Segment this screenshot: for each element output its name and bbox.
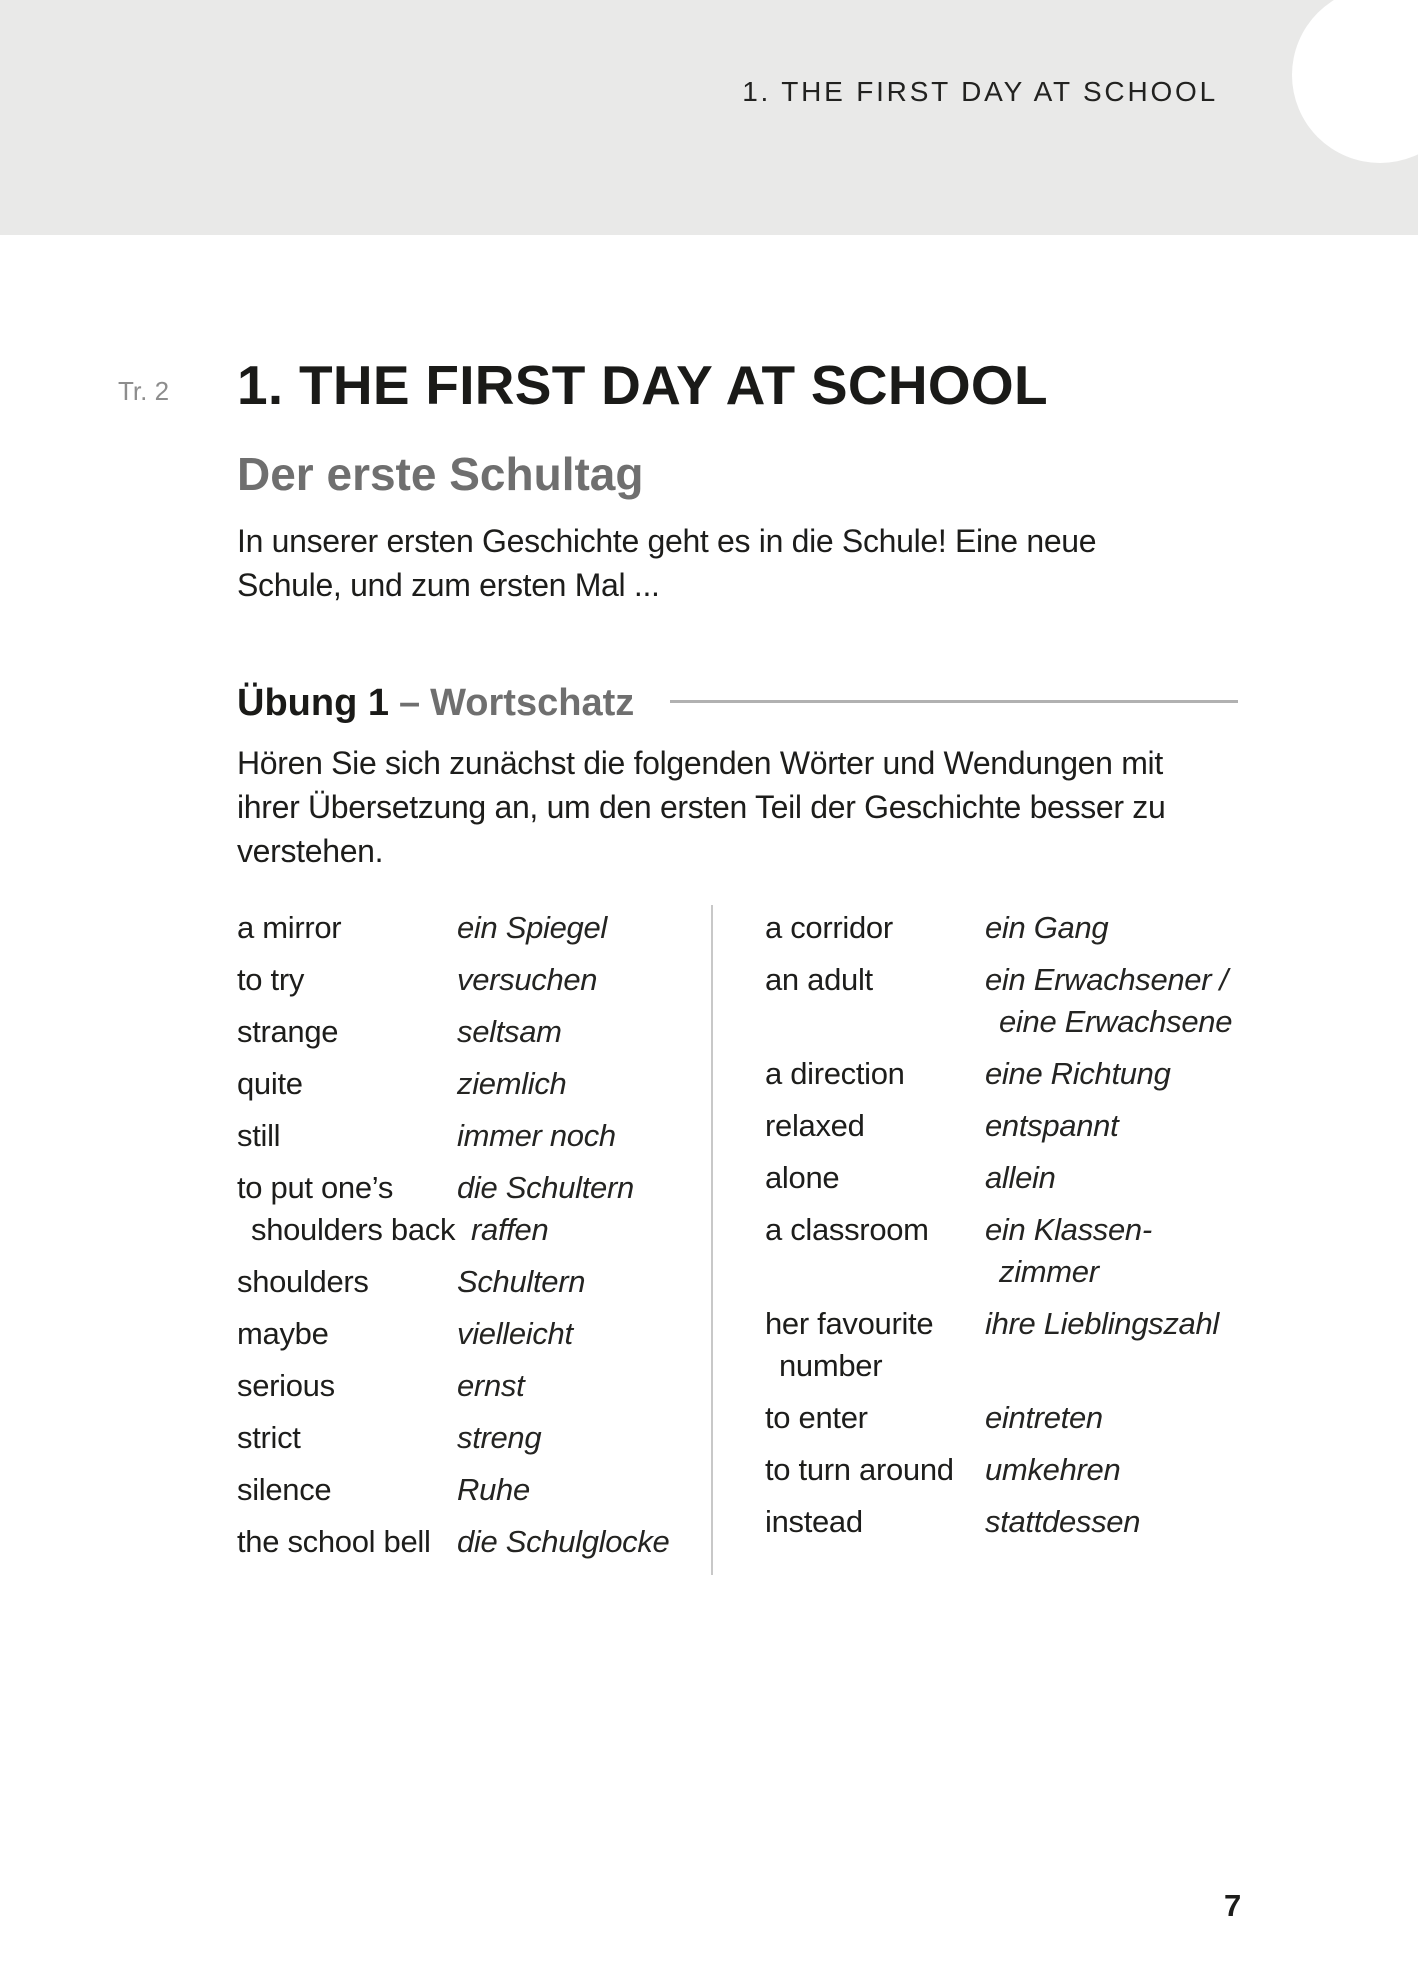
heading-rule bbox=[670, 700, 1238, 703]
text-line: raffen bbox=[471, 1212, 549, 1247]
text-line: ein Spiegel bbox=[457, 910, 607, 945]
vocab-translation bbox=[985, 1105, 1118, 1147]
vocab-translation bbox=[985, 907, 1108, 949]
text-line: ernst bbox=[457, 1368, 525, 1403]
vocab-entry bbox=[765, 1303, 1245, 1387]
vocab-entry bbox=[237, 1011, 697, 1053]
text-line: streng bbox=[457, 1420, 542, 1455]
instruction-paragraph bbox=[237, 741, 1257, 873]
text-line: a mirror bbox=[237, 910, 342, 945]
text-line: alone bbox=[765, 1160, 840, 1195]
text-line: zimmer bbox=[999, 1254, 1099, 1289]
vocab-entry bbox=[237, 1063, 697, 1105]
text-line: silence bbox=[237, 1472, 332, 1507]
vocab-entry bbox=[237, 1167, 697, 1251]
text-line: ihre Lieblingszahl bbox=[985, 1306, 1219, 1341]
text-line: her favourite bbox=[765, 1306, 934, 1341]
text-line: maybe bbox=[237, 1316, 329, 1351]
vocab-entry bbox=[237, 959, 697, 1001]
vocab-translation bbox=[457, 1313, 573, 1355]
text-line: seltsam bbox=[457, 1014, 562, 1049]
vocab-translation bbox=[457, 1417, 541, 1459]
page-number: 7 bbox=[1224, 1888, 1242, 1923]
vocab-translation bbox=[457, 959, 597, 1001]
text-line: versuchen bbox=[457, 962, 598, 997]
vocab-translation bbox=[985, 1157, 1056, 1199]
page-title: 1. THE FIRST DAY AT SCHOOL bbox=[237, 354, 1048, 416]
vocab-translation bbox=[457, 1521, 670, 1563]
text-line: to enter bbox=[765, 1400, 868, 1435]
text-line: eintreten bbox=[985, 1400, 1103, 1435]
text-line: still bbox=[237, 1118, 281, 1153]
vocab-translation bbox=[985, 1209, 1152, 1293]
vocab-entry bbox=[237, 1469, 697, 1511]
vocab-entry bbox=[237, 1521, 697, 1563]
vocab-entry bbox=[765, 1449, 1245, 1491]
text-line: In unserer ersten Geschichte geht es in die Schule! Eine neue bbox=[237, 523, 1097, 559]
text-line: shoulders bbox=[237, 1264, 369, 1299]
vocab-entry bbox=[237, 907, 697, 949]
text-line: die Schulglocke bbox=[457, 1524, 670, 1559]
vocab-entry bbox=[765, 1501, 1245, 1543]
vocab-entry bbox=[765, 959, 1245, 1043]
page-subtitle: Der erste Schultag bbox=[237, 448, 644, 500]
vocab-translation bbox=[985, 1501, 1140, 1543]
exercise-type: Wortschatz bbox=[430, 682, 635, 724]
vocab-entry bbox=[237, 1261, 697, 1303]
vocab-translation bbox=[457, 1261, 585, 1303]
text-line: a classroom bbox=[765, 1212, 929, 1247]
exercise-dash: – bbox=[398, 682, 421, 724]
vocab-translation bbox=[985, 1053, 1171, 1095]
text-line: ein Gang bbox=[985, 910, 1109, 945]
vocab-entry bbox=[765, 1105, 1245, 1147]
vocab-translation bbox=[985, 1303, 1219, 1345]
running-head: 1. THE FIRST DAY AT SCHOOL bbox=[742, 76, 1218, 107]
text-line: verstehen. bbox=[237, 833, 384, 869]
corner-circle bbox=[1292, 0, 1418, 163]
text-line: entspannt bbox=[985, 1108, 1119, 1143]
vocab-entry bbox=[765, 1157, 1245, 1199]
text-line: allein bbox=[985, 1160, 1056, 1195]
text-line: ein Klassen- bbox=[985, 1212, 1152, 1247]
vocab-entry bbox=[237, 1115, 697, 1157]
text-line: serious bbox=[237, 1368, 335, 1403]
text-line: eine Erwachsene bbox=[999, 1004, 1233, 1039]
text-line: strange bbox=[237, 1014, 339, 1049]
vocab-translation bbox=[457, 1115, 616, 1157]
text-line: instead bbox=[765, 1504, 863, 1539]
text-line: eine Richtung bbox=[985, 1056, 1171, 1091]
text-line: Schultern bbox=[457, 1264, 586, 1299]
text-line: umkehren bbox=[985, 1452, 1121, 1487]
text-line: shoulders back bbox=[251, 1212, 456, 1247]
text-line: a direction bbox=[765, 1056, 905, 1091]
vocab-entry bbox=[237, 1313, 697, 1355]
text-line: quite bbox=[237, 1066, 303, 1101]
exercise-heading bbox=[237, 684, 634, 722]
vocab-translation bbox=[985, 959, 1232, 1043]
text-line: to try bbox=[237, 962, 305, 997]
vocab-entry bbox=[765, 907, 1245, 949]
audio-track-label: Tr. 2 bbox=[118, 376, 170, 406]
vocab-translation bbox=[457, 1469, 530, 1511]
text-line: relaxed bbox=[765, 1108, 865, 1143]
text-line: vielleicht bbox=[457, 1316, 573, 1351]
vocab-translation bbox=[985, 1397, 1103, 1439]
text-line: immer noch bbox=[457, 1118, 616, 1153]
text-line: a corridor bbox=[765, 910, 893, 945]
vocab-entry bbox=[765, 1053, 1245, 1095]
text-line: strict bbox=[237, 1420, 301, 1455]
text-line: ein Erwachsener / bbox=[985, 962, 1228, 997]
vocab-entry bbox=[237, 1417, 697, 1459]
vocab-entry bbox=[237, 1365, 697, 1407]
vocab-translation bbox=[457, 1011, 562, 1053]
text-line: ihrer Übersetzung an, um den ersten Teil der Geschichte besser zu bbox=[237, 789, 1166, 825]
vocab-translation bbox=[457, 907, 607, 949]
vocab-translation bbox=[457, 1365, 524, 1407]
text-line: Schule, und zum ersten Mal ... bbox=[237, 567, 660, 603]
vocab-column-left bbox=[237, 907, 697, 1573]
text-line: stattdessen bbox=[985, 1504, 1141, 1539]
text-line: Ruhe bbox=[457, 1472, 530, 1507]
text-line: Hören Sie sich zunächst die folgenden Wörter und Wendungen mit bbox=[237, 745, 1163, 781]
vocab-column-right bbox=[765, 907, 1245, 1553]
vocab-entry bbox=[765, 1397, 1245, 1439]
vocab-entry bbox=[765, 1209, 1245, 1293]
vocab-translation bbox=[985, 1449, 1120, 1491]
text-line: number bbox=[779, 1348, 883, 1383]
text-line: ziemlich bbox=[457, 1066, 567, 1101]
text-line: to turn around bbox=[765, 1452, 954, 1487]
column-divider bbox=[711, 905, 713, 1575]
vocab-translation bbox=[457, 1167, 634, 1251]
exercise-label: Übung 1 bbox=[237, 682, 389, 724]
text-line: an adult bbox=[765, 962, 873, 997]
header-band bbox=[0, 0, 1418, 235]
text-line: to put one’s bbox=[237, 1170, 394, 1205]
vocab-translation bbox=[457, 1063, 567, 1105]
intro-paragraph bbox=[237, 519, 1257, 607]
text-line: the school bell bbox=[237, 1524, 431, 1559]
text-line: die Schultern bbox=[457, 1170, 634, 1205]
